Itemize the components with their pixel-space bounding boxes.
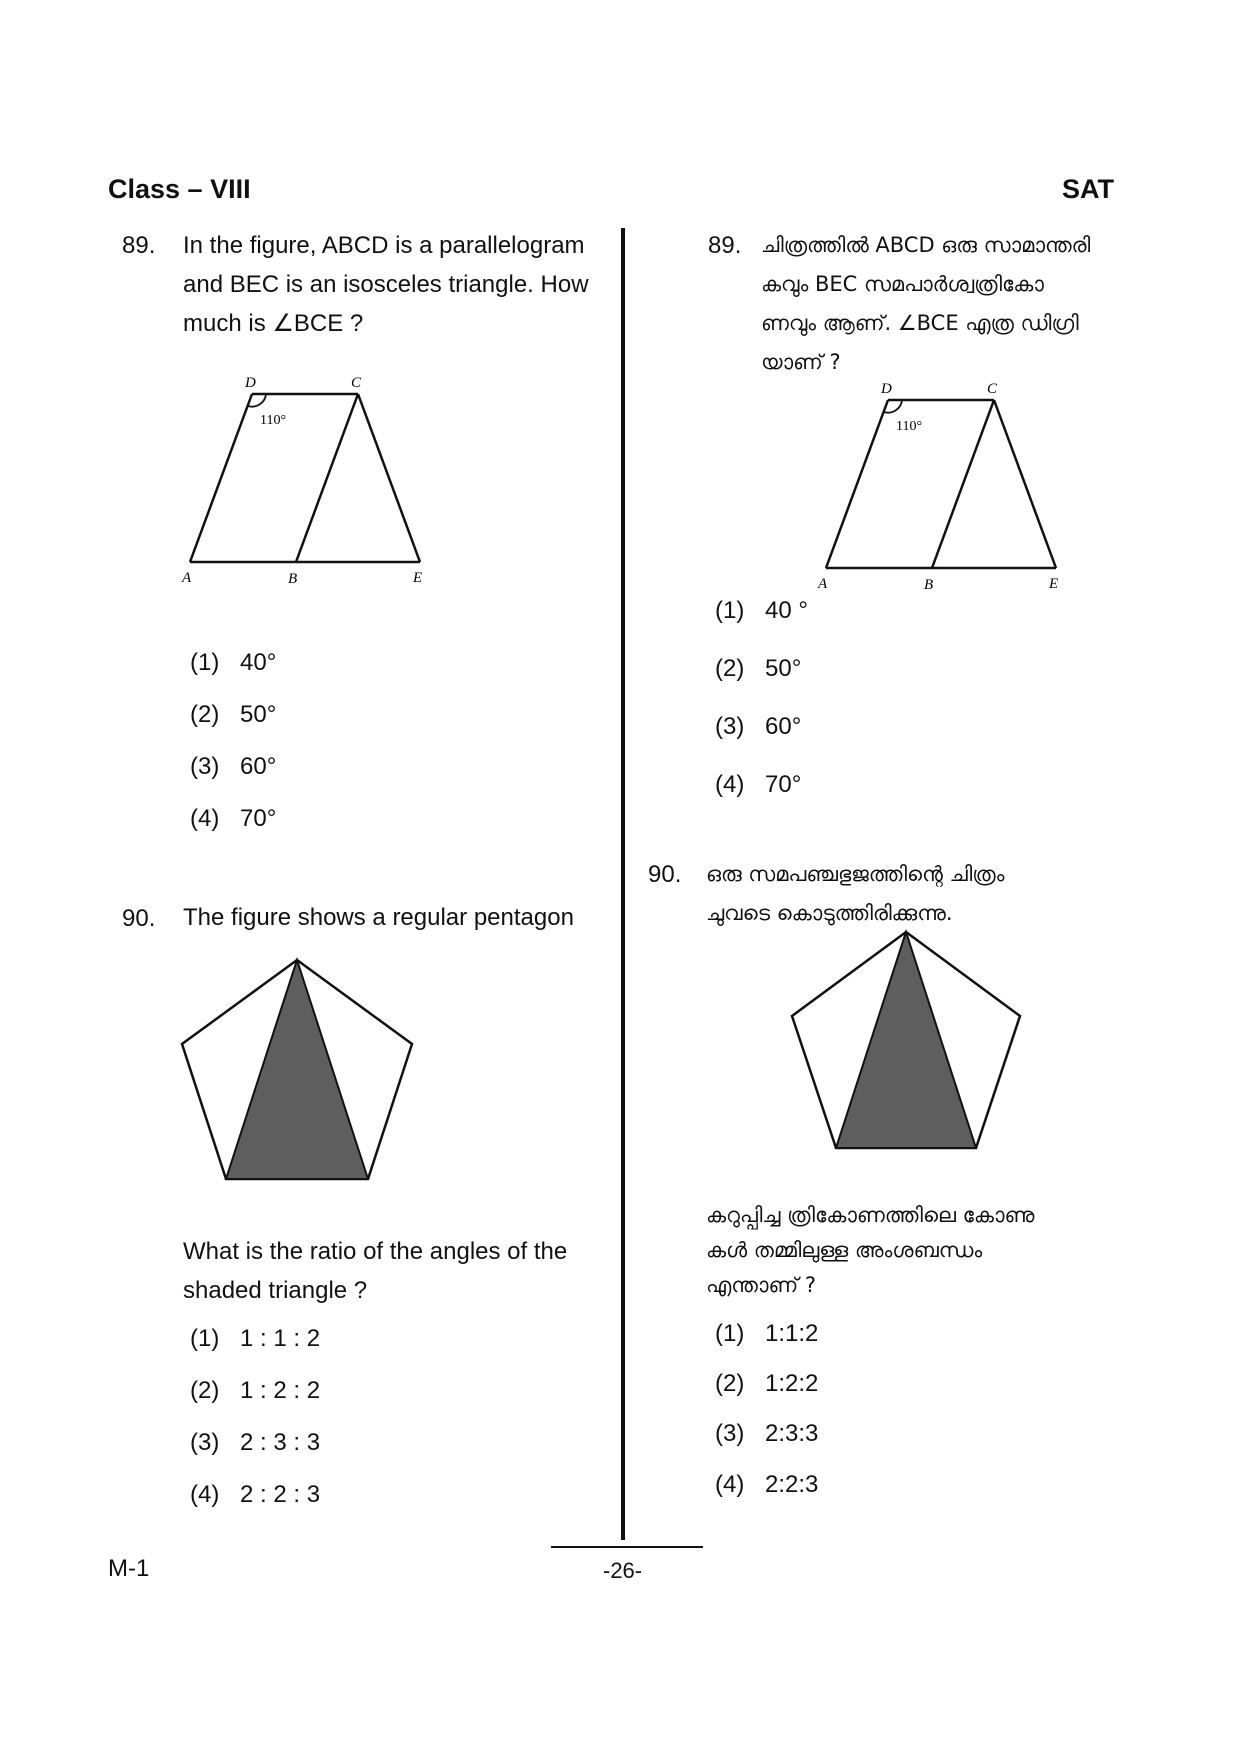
option-text: 2 : 3 : 3	[240, 1429, 321, 1456]
option-number: (3)	[190, 753, 220, 780]
q90-line: shaded triangle ?	[183, 1277, 368, 1304]
option-number: (2)	[190, 701, 220, 728]
line-ad	[190, 394, 252, 562]
option-text: 2 : 2 : 3	[240, 1481, 321, 1508]
mal-q89-line: യാണ് ?	[761, 350, 841, 374]
option-number: (3)	[190, 1429, 220, 1456]
q90-option-2[interactable]	[190, 1377, 320, 1405]
q89-number: 89.	[122, 232, 156, 259]
exam-label: SAT	[1062, 174, 1114, 204]
footer-code: M-1	[108, 1555, 150, 1582]
mal-q90-line: കറുപ്പിച്ച ത്രികോണത്തിലെ കോണു	[706, 1203, 1035, 1227]
q90-intro: The figure shows a regular pentagon	[183, 904, 574, 931]
q89-option-4[interactable]	[190, 805, 276, 833]
q90-line: What is the ratio of the angles of the	[183, 1238, 568, 1265]
option-text: 1:2:2	[765, 1370, 819, 1397]
mal-q89-line: ണവും ആണ്. ∠BCE എത്ര ഡിഗ്രി	[761, 311, 1079, 335]
option-text: 60°	[765, 713, 802, 740]
label-e: E	[1049, 576, 1059, 592]
mal-q89-line: ചിത്രത്തിൽ ABCD ഒരു സാമാന്തരി	[761, 233, 1091, 257]
shaded-triangle	[226, 960, 368, 1179]
option-number: (4)	[715, 1471, 745, 1498]
q90-question	[183, 1232, 613, 1310]
mal-pentagon-figure	[780, 920, 1030, 1155]
option-number: (1)	[715, 597, 745, 624]
mal-q90-number: 90.	[648, 861, 682, 888]
q89-option-3[interactable]	[190, 753, 276, 781]
line-ad	[826, 400, 888, 568]
option-text: 1 : 2 : 2	[240, 1377, 321, 1404]
q89-option-1[interactable]	[190, 649, 276, 677]
option-text: 70°	[240, 805, 277, 832]
option-text: 70°	[765, 771, 802, 798]
option-number: (1)	[715, 1320, 745, 1347]
option-number: (2)	[715, 655, 745, 682]
option-number: (1)	[190, 649, 220, 676]
q90-option-1[interactable]	[190, 1325, 320, 1353]
option-text: 40 °	[765, 597, 808, 624]
label-c: C	[351, 375, 362, 391]
mal-q89-option-1[interactable]	[715, 597, 808, 625]
label-e: E	[413, 570, 423, 586]
option-text: 50°	[240, 701, 277, 728]
mal-q89-option-3[interactable]	[715, 713, 801, 741]
q89-question	[183, 226, 613, 343]
q90-option-3[interactable]	[190, 1429, 320, 1457]
option-number: (4)	[190, 1481, 220, 1508]
shaded-triangle	[836, 932, 976, 1148]
option-text: 1 : 1 : 2	[240, 1325, 321, 1352]
label-d: D	[245, 375, 256, 391]
label-b: B	[288, 571, 298, 587]
label-a: A	[818, 576, 828, 592]
label-d: D	[881, 381, 892, 397]
option-number: (3)	[715, 1420, 745, 1447]
option-text: 50°	[765, 655, 802, 682]
option-text: 2:2:3	[765, 1471, 819, 1498]
mal-q89-number: 89.	[708, 232, 742, 259]
q89-line: much is ∠BCE ?	[183, 310, 364, 337]
mal-q89-option-2[interactable]	[715, 655, 801, 683]
pentagon-figure	[170, 950, 420, 1185]
page-number: -26-	[603, 1558, 643, 1583]
mal-q90-question	[706, 1198, 1206, 1303]
column-divider	[621, 228, 625, 1540]
mal-q90-line: ഒരു സമപഞ്ചഭുജത്തിന്റെ ചിത്രം	[706, 862, 1005, 886]
label-c: C	[987, 381, 998, 397]
option-number: (2)	[190, 1377, 220, 1404]
q89-line: In the figure, ABCD is a parallelogram	[183, 232, 585, 259]
line-ce	[994, 400, 1056, 568]
label-b: B	[924, 577, 934, 593]
option-number: (4)	[190, 805, 220, 832]
q89-line: and BEC is an isosceles triangle. How	[183, 271, 589, 298]
mal-q90-option-4[interactable]	[715, 1471, 818, 1499]
q90-number: 90.	[122, 905, 156, 932]
mal-q89-option-4[interactable]	[715, 771, 801, 799]
mal-q90-line: ചുവടെ കൊടുത്തിരിക്കുന്നു.	[706, 901, 953, 925]
mal-q90-line: കൾ തമ്മിലുള്ള അംശബന്ധം	[706, 1238, 983, 1262]
option-text: 60°	[240, 753, 277, 780]
angle-label: 110°	[896, 419, 923, 434]
mal-q90-option-1[interactable]	[715, 1320, 818, 1348]
class-label: Class – VIII	[108, 174, 251, 204]
angle-label: 110°	[260, 413, 287, 428]
option-text: 1:1:2	[765, 1320, 819, 1347]
option-number: (2)	[715, 1370, 745, 1397]
mal-q89-line: കവും BEC സമപാർശ്വത്രികോ	[761, 272, 1044, 296]
option-number: (4)	[715, 771, 745, 798]
line-cb	[296, 394, 358, 562]
footer-rule	[551, 1546, 703, 1548]
mal-q90-option-3[interactable]	[715, 1420, 818, 1448]
mal-q90-option-2[interactable]	[715, 1370, 818, 1398]
mal-q89-question	[761, 226, 1201, 382]
option-number: (3)	[715, 713, 745, 740]
line-cb	[932, 400, 994, 568]
q90-option-4[interactable]	[190, 1481, 320, 1509]
parallelogram-figure	[170, 370, 440, 590]
option-number: (1)	[190, 1325, 220, 1352]
mal-parallelogram-figure	[806, 376, 1076, 596]
mal-q90-line: എന്താണ് ?	[706, 1273, 817, 1297]
q89-option-2[interactable]	[190, 701, 276, 729]
option-text: 40°	[240, 649, 277, 676]
label-a: A	[182, 570, 192, 586]
line-ce	[358, 394, 420, 562]
option-text: 2:3:3	[765, 1420, 819, 1447]
